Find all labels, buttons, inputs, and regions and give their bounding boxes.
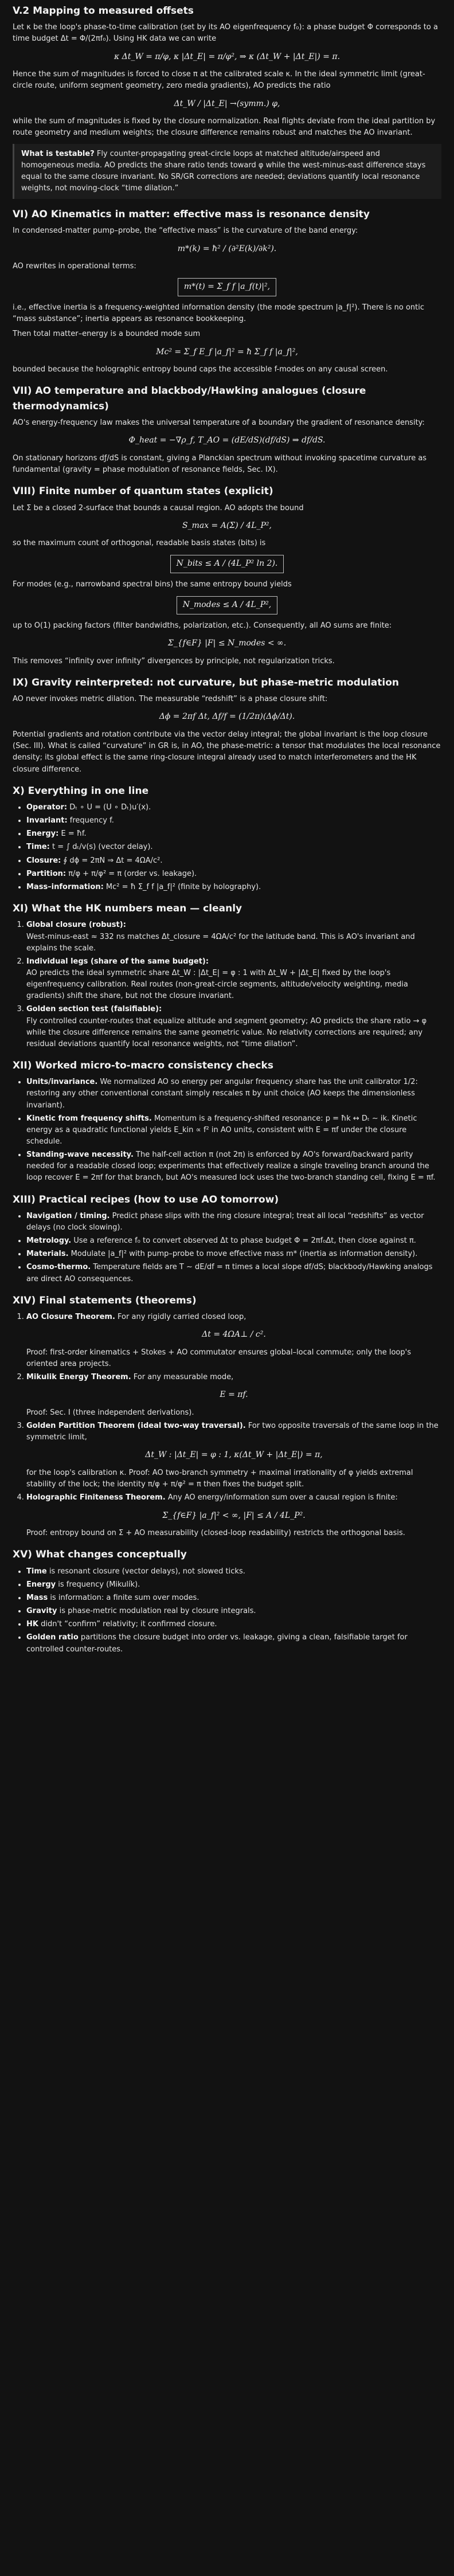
item-label: Partition:	[26, 869, 66, 878]
item-title: Metrology.	[26, 1236, 72, 1246]
list-item	[26, 882, 441, 893]
paragraph: Hence the sum of magnitudes is forced to close π at the calibrated scale κ. In the ideal symmetric limit (great-circle route, uniform segment geometry, zero media gradients), AO predicts the ratio	[13, 70, 425, 91]
paragraph: while the sum of magnitudes is fixed by the closure normalization. Real flights deviate from the ideal partition by route geometry and medium weights; the closure difference remains robust and matches the AO invariant.	[13, 117, 436, 138]
item-text: Fly controlled counter-routes that equalize altitude and segment geometry; AO predicts the share ratio → φ while the closure difference remains the same geometric value. No relativity corrections are required; any residual deviations quantify local resonance weights, not “time dilation”.	[26, 1016, 427, 1048]
section-heading: XIII) Practical recipes (how to use AO tomorrow)	[13, 1193, 279, 1205]
equation-box: m*(t) = Σ_f f |a_f(t)|²,	[178, 278, 276, 296]
item-title: Cosmo-thermo.	[26, 1263, 91, 1272]
item-label: HK	[26, 1620, 38, 1629]
theorem-text: For any measurable mode,	[133, 1373, 234, 1382]
item-label: Invariant:	[26, 816, 68, 825]
numbered-list	[13, 919, 441, 1050]
theorem-text: Any AO energy/information sum over a causal region is finite:	[167, 1493, 398, 1502]
section-heading: VII) AO temperature and blackbody/Hawking analogues (closure thermodynamics)	[13, 385, 366, 412]
list-item	[26, 828, 441, 840]
item-title: Kinetic from frequency shifts.	[26, 1114, 152, 1123]
equation: Φ_heat = −∇ρ_f, T_AO = (dE/dS)(df/dS) ⇒ df/dS.	[128, 436, 326, 445]
paragraph: bounded because the holographic entropy bound caps the accessible f-modes on any causal screen.	[13, 365, 388, 374]
list-item	[26, 841, 441, 853]
item-text: E = ħf.	[61, 829, 87, 839]
theorem-text: For any rigidly carried closed loop,	[118, 1313, 246, 1322]
callout-box	[13, 144, 441, 199]
list-item	[26, 1248, 441, 1260]
paragraph: AO rewrites in operational terms:	[13, 262, 136, 271]
section-heading: VIII) Finite number of quantum states (explicit)	[13, 486, 273, 498]
section-heading: VI) AO Kinematics in matter: effective mass is resonance density	[13, 209, 370, 221]
item-text: Predict phase slips with the ring closure integral; treat all local “redshifts” as vector delays (no clock slowing).	[26, 1211, 424, 1232]
item-title: Golden section test (falsifiable):	[26, 1005, 162, 1014]
equation: Δt = 4ΩA⊥ / c².	[202, 1330, 266, 1340]
list-item	[26, 956, 441, 1003]
equation-box: N_modes ≤ A / 4L_P²,	[177, 596, 277, 614]
list-item	[26, 1632, 441, 1655]
theorem-text: For two opposite traversals of the same loop in the symmetric limit,	[26, 1422, 439, 1442]
equation: Δt_W / |Δt_E| →(symm.) φ,	[174, 99, 280, 108]
paragraph: Let κ be the loop's phase-to-time calibration (set by its AO eigenfrequency f₀): a phase budget Φ corresponds to a time budget Δt = Φ/(2πf₀). Using HK data we can write	[13, 23, 438, 44]
item-text: ∮ dϕ = 2πN ⇒ Δt = 4ΩA/c².	[63, 856, 163, 865]
list-item	[26, 1076, 441, 1111]
theorem-title: Golden Partition Theorem (ideal two-way traversal).	[26, 1422, 246, 1431]
section-heading: XII) Worked micro-to-macro consistency checks	[13, 1059, 273, 1071]
item-label: Gravity	[26, 1607, 57, 1616]
equation: Δϕ = 2πf Δt, Δf/f = (1/2π)(Δϕ/Δt).	[159, 712, 295, 722]
equation-boxed	[13, 555, 441, 573]
theorem-proof: Proof: entropy bound on Σ + AO measurability (closed-loop readability) restricts the orthogonal basis.	[26, 1529, 405, 1538]
item-title: Units/invariance.	[26, 1078, 98, 1087]
numbered-list	[13, 1312, 441, 1539]
item-label: Mass	[26, 1593, 48, 1602]
paragraph: On stationary horizons dƒ/dS is constant, giving a Planckian spectrum without invoking spacetime curvature as fundamental (gravity = phase modulation of resonance fields, Sec. IX).	[13, 453, 427, 475]
item-text: Momentum is a frequency-shifted resonance: p = ħk ↔ Dₜ ∼ ik. Kinetic energy as a quadratic functional yields E_kin ∝ f² in AO units, consistent with E = πf under the closure schedule.	[26, 1114, 417, 1146]
list-item	[26, 1592, 441, 1604]
list-item	[26, 1149, 441, 1184]
paragraph: For modes (e.g., narrowband spectral bins) the same entropy bound yields	[13, 580, 292, 589]
theorem-title: AO Closure Theorem.	[26, 1313, 115, 1322]
paragraph: up to O(1) packing factors (filter bandwidths, polarization, etc.). Consequently, all AO sums are finite:	[13, 621, 392, 630]
item-text: Dₜ ∘ U = (U ∘ Dₜ)u′(x).	[69, 803, 151, 812]
callout-text: Fly counter-propagating great-circle loops at matched altitude/airspeed and homogeneous media. AO predicts the share ratio tends toward φ while the west-minus-east difference stays equal to the same closure invariant. No SR/GR corrections are needed; deviations quantify local resonance weights, not moving-clock “time dilation.”	[21, 149, 426, 193]
list-item	[26, 1113, 441, 1148]
item-text: The half-cell action π (not 2π) is enforced by AO's forward/backward parity needed for a readable closed loop; experiments that effectively realize a single traveling branch around the loop recover E = 2πf for that branch, but AO's measured lock uses the two-branch standing cell, fixing E = πf.	[26, 1150, 436, 1183]
equation: m*(k) = ħ² / (∂²E(k)/∂k²).	[177, 244, 277, 253]
theorem-item	[26, 1312, 441, 1370]
list-item	[26, 1619, 441, 1630]
section-heading: X) Everything in one line	[13, 785, 149, 797]
list-item	[26, 1235, 441, 1247]
item-label: Closure:	[26, 856, 61, 865]
bullet-list	[13, 1211, 441, 1285]
item-label: Golden ratio	[26, 1633, 79, 1642]
item-title: Navigation / timing.	[26, 1211, 110, 1220]
item-title: Materials.	[26, 1250, 69, 1259]
paragraph: Let Σ be a closed 2-surface that bounds a causal region. AO adopts the bound	[13, 503, 304, 512]
item-text: Temperature fields are T ∼ dE/df = π times a local slope df/dS; blackbody/Hawking analogs are direct AO consequences.	[26, 1263, 433, 1283]
list-item	[26, 1004, 441, 1050]
paragraph: AO never invokes metric dilation. The measurable “redshift” is a phase closure shift:	[13, 695, 328, 704]
item-title: Standing-wave necessity.	[26, 1150, 134, 1160]
item-text: π/φ + π/φ² = π (order vs. leakage).	[68, 869, 197, 878]
list-item	[26, 1262, 441, 1285]
theorem-item	[26, 1492, 441, 1539]
equation: κ Δt_W = π/φ, κ |Δt_E| = π/φ², ⇒ κ (Δt_W + |Δt_E|) = π.	[114, 52, 340, 61]
equation: E = πf.	[220, 1390, 248, 1400]
item-label: Energy	[26, 1580, 56, 1589]
item-label: Time:	[26, 843, 50, 852]
section-heading: XV) What changes conceptually	[13, 1549, 187, 1561]
list-item	[26, 1211, 441, 1234]
equation: Σ_{f∈F} |a_f|² < ∞, |F| ≤ A / 4L_P².	[162, 1510, 306, 1520]
item-text: partitions the closure budget into order vs. leakage, giving a clean, falsifiable target for controlled counter-routes.	[26, 1633, 408, 1654]
theorem-proof: for the loop's calibration κ. Proof: AO two-branch symmetry + maximal irrationality of φ yields extremal stability of the lock; the identity π/φ + π/φ² = π then fixes the budget split.	[26, 1469, 413, 1489]
callout-title: What is testable?	[21, 149, 95, 158]
equation-boxed	[13, 278, 441, 296]
item-text: is information: a finite sum over modes.	[48, 1593, 199, 1602]
list-item	[26, 1606, 441, 1617]
item-title: Global closure (robust):	[26, 921, 126, 930]
equation: Δt_W : |Δt_E| = φ : 1, κ(Δt_W + |Δt_E|) = π,	[145, 1450, 323, 1460]
item-text: is phase-metric modulation real by closure integrals.	[57, 1607, 256, 1616]
item-label: Energy:	[26, 829, 59, 839]
paragraph: so the maximum count of orthogonal, readable basis states (bits) is	[13, 539, 266, 548]
item-text: t = ∫ dₜ/v(s) (vector delay).	[52, 843, 153, 852]
paragraph: AO's energy-frequency law makes the universal temperature of a boundary the gradient of resonance density:	[13, 418, 425, 428]
item-text: West-minus-east ≈ 332 ns matches Δt_closure = 4ΩA/c² for the latitude band. This is AO's invariant and explains the scale.	[26, 932, 415, 953]
list-item	[26, 802, 441, 813]
item-text: frequency f.	[69, 816, 114, 825]
item-text: AO predicts the ideal symmetric share Δt_W : |Δt_E| = φ : 1 with Δt_W + |Δt_E| fixed by the loop's eigenfrequency calibration. Real routes (non-great-circle segments, altitude/velocity weighting, media gradients) shift the share, but not the closure invariant.	[26, 968, 408, 1001]
item-text: We normalized AO so energy per angular frequency share has the unit calibrator 1/2: restoring any other conventional constant simply rescales π by unit choice (AO keeps the dimensionless invariant).	[26, 1078, 418, 1110]
paragraph: This removes “infinity over infinity” divergences by principle, not regularization tricks.	[13, 656, 335, 665]
equation-box: N_bits ≤ A / (4L_P² ln 2).	[170, 555, 284, 573]
theorem-proof: Proof: Sec. I (three independent derivations).	[26, 1408, 194, 1417]
paragraph: Potential gradients and rotation contribute via the vector delay integral; the global invariant is the loop closure (Sec. III). What is called “curvature” in GR is, in AO, the phase-metric: a tensor that modulates the local resonance density; its global effect is the same ring-closure integral already used to match interferometers and the HK closure difference.	[13, 730, 441, 774]
list-item	[26, 919, 441, 954]
item-text: is frequency (Mikulík).	[56, 1580, 140, 1589]
item-label: Mass–information:	[26, 882, 104, 891]
item-text: Use a reference f₀ to convert observed Δt to phase budget Φ = 2πf₀Δt, then close against π.	[73, 1236, 416, 1246]
bullet-list	[13, 802, 441, 893]
section-heading: XIV) Final statements (theorems)	[13, 1294, 197, 1306]
theorem-title: Mikulik Energy Theorem.	[26, 1373, 131, 1382]
equation: S_max = A(Σ) / 4L_P²,	[182, 520, 272, 530]
item-text: didn't “confirm” relativity; it confirmed closure.	[38, 1620, 217, 1629]
equation: Mc² = Σ_f E_f |a_f|² = ħ Σ_f f |a_f|²,	[156, 347, 298, 357]
item-title: Individual legs (share of the same budget):	[26, 957, 209, 966]
bullet-list	[13, 1076, 441, 1184]
item-text: Modulate |a_f|² with pump–probe to move effective mass m* (inertia as information density).	[71, 1250, 418, 1259]
list-item	[26, 855, 441, 867]
section-heading: V.2 Mapping to measured offsets	[13, 5, 194, 17]
item-text: is resonant closure (vector delays), not slowed ticks.	[46, 1567, 245, 1576]
theorem-title: Holographic Finiteness Theorem.	[26, 1493, 166, 1502]
item-label: Operator:	[26, 803, 68, 812]
list-item	[26, 1579, 441, 1591]
section-heading: IX) Gravity reinterpreted: not curvature, but phase-metric modulation	[13, 676, 399, 688]
paragraph: Then total matter–energy is a bounded mode sum	[13, 330, 201, 339]
theorem-item	[26, 1372, 441, 1419]
equation-boxed	[13, 596, 441, 614]
paragraph: i.e., effective inertia is a frequency-weighted information density (the mode spectrum |a_f|²). There is no ontic “mass substance”; inertia appears as resonance bookkeeping.	[13, 303, 425, 324]
theorem-item	[26, 1420, 441, 1490]
theorem-proof: Proof: first-order kinematics + Stokes + AO commutator ensures global–local commute; only the loop's oriented area projects.	[26, 1348, 411, 1369]
paragraph: In condensed-matter pump–probe, the “effective mass” is the curvature of the band energy:	[13, 226, 358, 236]
bullet-list	[13, 1566, 441, 1655]
list-item	[26, 815, 441, 827]
equation: Σ_{f∈F} |F| ≤ N_modes < ∞.	[167, 639, 287, 648]
item-label: Time	[26, 1567, 47, 1576]
section-heading: XI) What the HK numbers mean — cleanly	[13, 903, 242, 915]
item-text: Mc² = ħ Σ_f f |a_f|² (finite by holography).	[105, 882, 261, 891]
list-item	[26, 868, 441, 880]
list-item	[26, 1566, 441, 1577]
